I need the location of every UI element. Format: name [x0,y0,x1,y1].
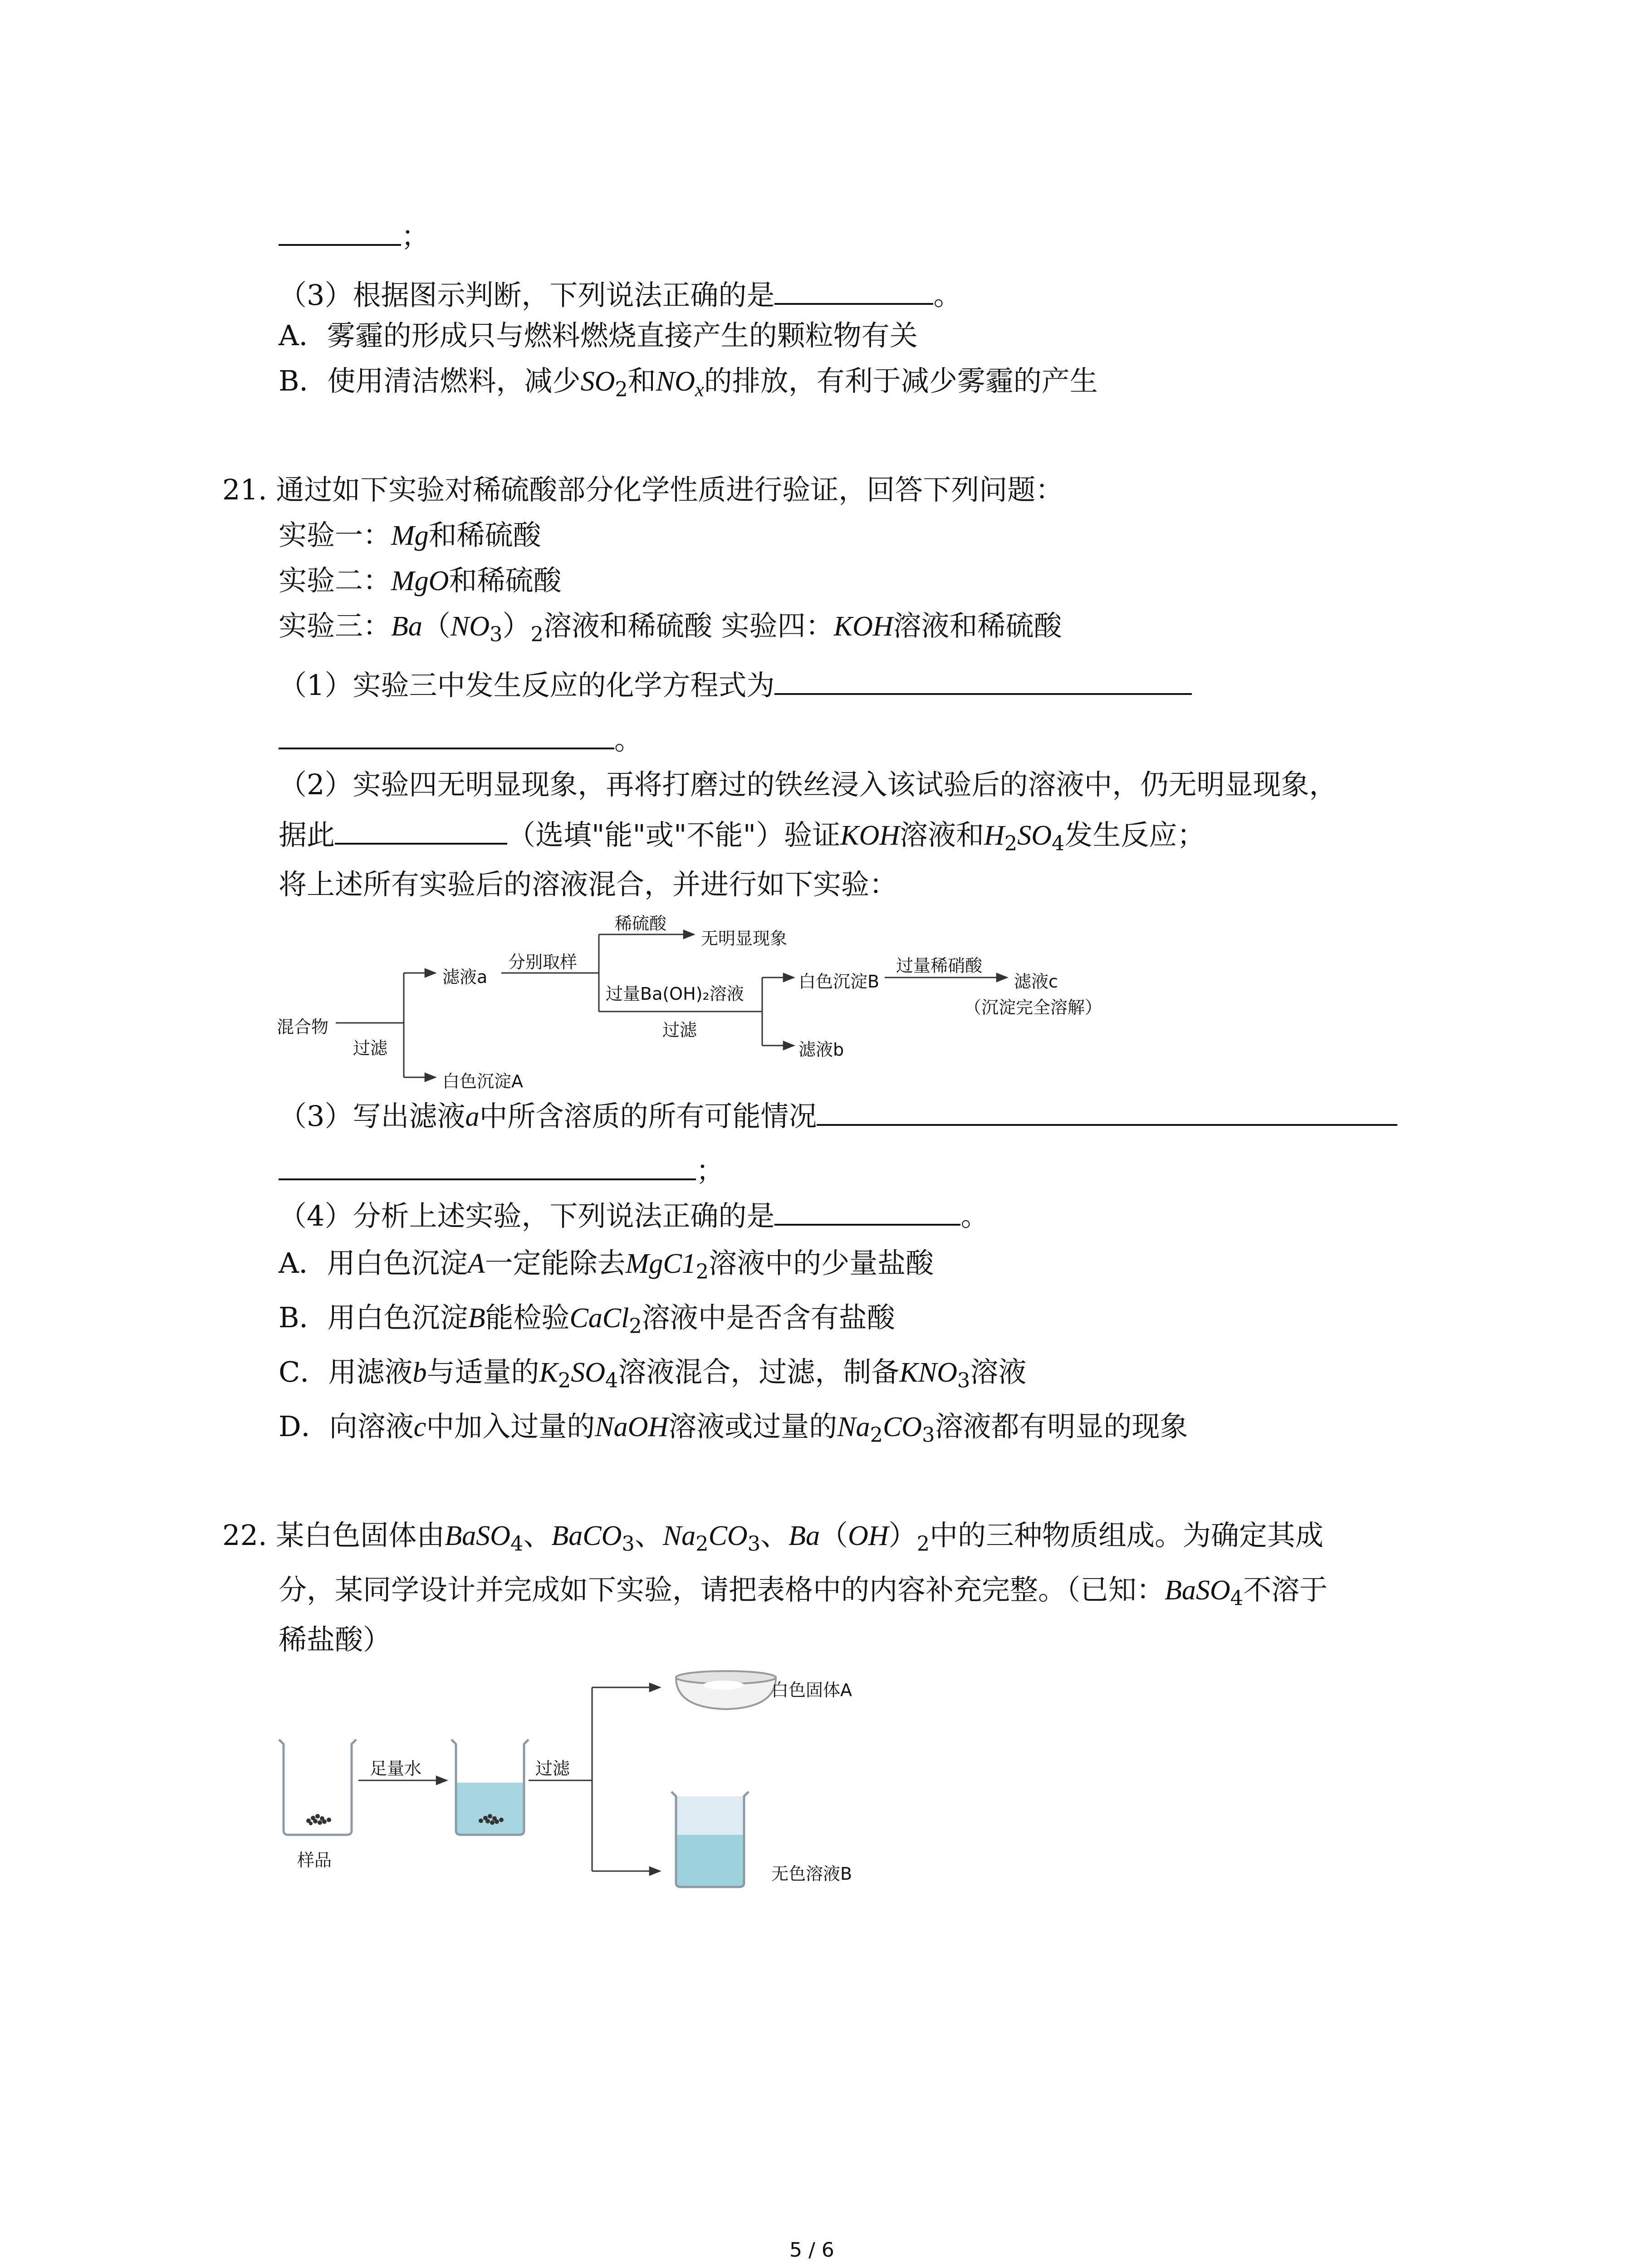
label-colorless-solution-b: 无色溶液B [771,1864,852,1884]
q20-option-b: B．使用清洁燃料，减少$SO_2$和$NO_x$的排放，有利于减少雾霾的产生 [279,364,1098,401]
diagram-filter-2: 过滤 [662,1020,697,1040]
q21-part3: （3）写出滤液a中所含溶质的所有可能情况 [279,1098,1397,1135]
q21-part2-line3: 将上述所有实验后的溶液混合，并进行如下实验： [279,868,898,901]
q22-stem-line3: 稀盐酸） [279,1623,392,1656]
label-sufficient-water: 足量水 [370,1759,422,1779]
q22-stem: 22. 某白色固体由BaSO$_4$、BaCO$_3$、$Na_2CO_3$、$Ba(OH)_2$中的三种物质组成。为确定其成 [222,1519,1324,1556]
page-number: 5 / 6 [789,2239,834,2262]
q21-part4: （4）分析上述实验，下列说法正确的是 。 [279,1198,989,1234]
diagram-filtrate-b: 滤液b [798,1040,844,1060]
label-sample: 样品 [297,1850,332,1870]
diagram-dilute-nitric: 过量稀硝酸 [896,956,983,976]
q20-option-a: A．雾霾的形成只与燃料燃烧直接产生的颗粒物有关 [279,319,918,352]
diagram-dissolved: （沉淀完全溶解） [964,997,1102,1017]
label-white-solid-a: 白色固体A [771,1680,852,1700]
q22-stem-line2: 分，某同学设计并完成如下实验，请把表格中的内容补充完整。（已知：BaSO$_4$不溶于 [279,1573,1328,1610]
q21-exp2: 实验二：MgO和稀硫酸 [279,564,562,597]
beaker-solution-icon [671,1792,749,1887]
diagram-filter-1: 过滤 [353,1038,388,1058]
q21-stem: 21. 通过如下实验对稀硫酸部分化学性质进行验证，回答下列问题： [222,473,1064,506]
q21-part2: （2）实验四无明显现象，再将打磨过的铁丝浸入该试验后的溶液中，仍无明显现象， [279,768,1337,801]
diagram-precipitate-a: 白色沉淀A [442,1071,523,1091]
q21-exp3-4: 实验三：$Ba(NO_3)_2$溶液和稀硫酸 实验四：KOH溶液和稀硫酸 [279,609,1062,646]
beaker-sample-icon [279,1740,356,1835]
diagram-dilute-sulfuric: 稀硫酸 [615,914,667,934]
q21-option-c: C．用滤液b与适量的$K_2SO_4$溶液混合，过滤，制备$KNO_3$溶液 [279,1355,1027,1393]
q21-part1: （1）实验三中发生反应的化学方程式为 [279,667,1192,704]
q21-option-a: A．用白色沉淀A一定能除去$MgC1_2$溶液中的少量盐酸 [279,1246,934,1284]
evaporating-dish-icon [676,1671,776,1709]
q21-part2-line2: 据此 （选填"能"或"不能"）验证KOH溶液和$H_2SO_4$发生反应； [279,816,1205,854]
diagram-baoh2: 过量Ba(OH)₂溶液 [606,984,744,1004]
beaker-water-icon [451,1740,529,1835]
q21-part3-cont: ； [279,1152,724,1189]
q20-part3: （3）根据图示判断，下列说法正确的是 。 [279,277,961,313]
q21-option-b: B．用白色沉淀B能检验CaCl$_2$溶液中是否含有盐酸 [279,1301,895,1338]
q21-option-d: D．向溶液c中加入过量的NaOH溶液或过量的$Na_2CO_3$溶液都有明显的现象 [279,1410,1188,1447]
diagram-filtrate-c: 滤液c [1014,972,1058,992]
diagram-precipitate-b: 白色沉淀B [798,972,880,992]
diagram-filtrate-a: 滤液a [442,967,488,987]
diagram-mixture: 混合物 [277,1017,329,1037]
q21-part1-cont: 。 [279,721,642,758]
q20-tail-line: ； [279,218,429,254]
diagram-no-change: 无明显现象 [701,929,788,948]
q21-exp1: 实验一：Mg和稀硫酸 [279,518,541,552]
diagram-sampling: 分别取样 [508,952,578,972]
label-filter: 过滤 [535,1759,570,1779]
